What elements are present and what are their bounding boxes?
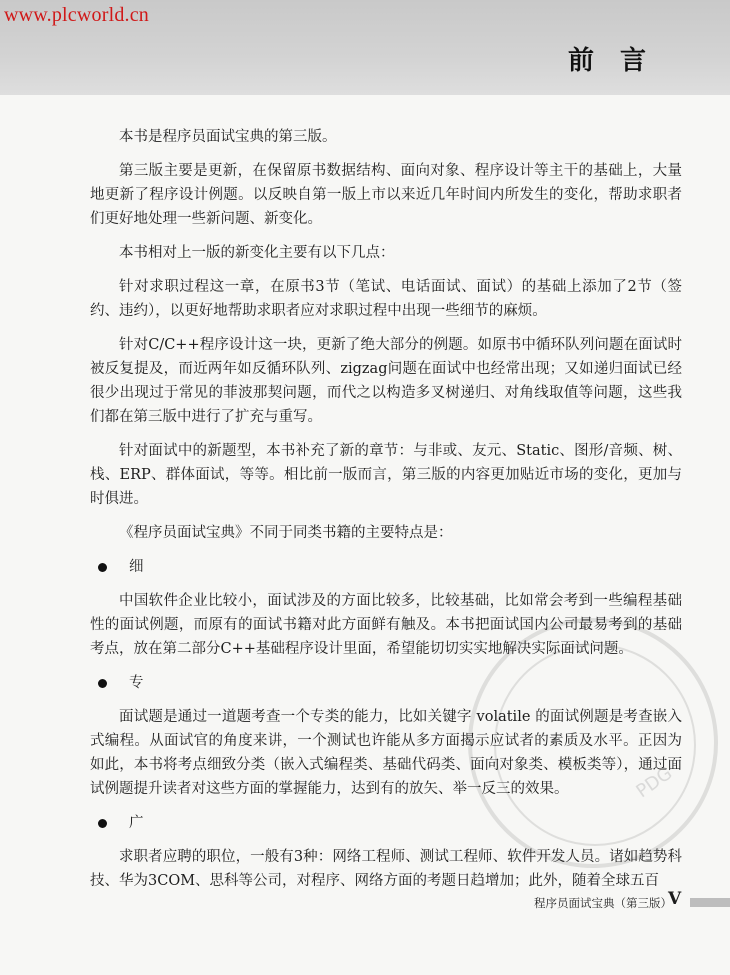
- paragraph: 针对面试中的新题型，本书补充了新的章节：与非或、友元、Static、图形/音频、树、栈、ERP、群体面试，等等。相比前一版而言，第三版的内容更加贴近市场的变化，更加与时俱进。: [90, 443, 682, 507]
- page-title: 前言: [567, 46, 672, 76]
- watermark-url: www.plcworld.cn: [4, 4, 150, 26]
- paragraph: 求职者应聘的职位，一般有3种：网络工程师、测试工程师、软件开发人员。诸如趋势科技、华为3COM、思科等公司，对程序、网络方面的考题日趋增加；此外，随着全球五百: [90, 849, 682, 889]
- bullet-dot-icon: [98, 819, 107, 828]
- bullet-label: 专: [129, 675, 144, 691]
- page-number: V: [668, 889, 682, 909]
- body-text: [90, 125, 682, 903]
- bullet-label: 广: [129, 815, 144, 831]
- bullet-dot-icon: [98, 563, 107, 572]
- watermark-stamp-mark: PDG: [632, 762, 677, 803]
- paragraph: 本书相对上一版的新变化主要有以下几点：: [119, 245, 395, 261]
- paragraph: 本书是程序员面试宝典的第三版。: [119, 129, 337, 145]
- bullet-item: [90, 555, 682, 579]
- page-header: [0, 0, 730, 95]
- paragraph: 面试题是通过一道题考查一个专类的能力，比如关键字 volatile 的面试例题是考查嵌入式编程。从面试官的角度来讲，一个测试也许能从多方面揭示应试者的素质及水平。正因为如此，本书将考点细致分类（嵌入式编程类、基础代码类、面向对象类、模板类等），通过面试例题提升读者对这些方面的掌握能力，达到有的放矢、举一反三的效果。: [90, 709, 682, 797]
- footer-bar: [690, 898, 730, 907]
- paragraph: 针对C/C++程序设计这一块，更新了绝大部分的例题。如原书中循环队列问题在面试时被反复提及，而近两年如反循环队列、zigzag问题在面试中也经常出现；又如递归面试已经很少出现过于常见的菲波那契问题，而代之以构造多叉树递归、对角线取值等问题，这些我们都在第三版中进行了扩充与重写。: [90, 337, 682, 425]
- paragraph: 针对求职过程这一章，在原书3节（笔试、电话面试、面试）的基础上添加了2节（签约、违约），以更好地帮助求职者应对求职过程中出现一些细节的麻烦。: [90, 279, 682, 319]
- bullet-dot-icon: [98, 679, 107, 688]
- paragraph: 第三版主要是更新，在保留原书数据结构、面向对象、程序设计等主干的基础上，大量地更新了程序设计例题。以反映自第一版上市以来近几年时间内所发生的变化，帮助求职者们更好地处理一些新问题、新变化。: [90, 163, 682, 227]
- bullet-item: [90, 671, 682, 695]
- paragraph: 中国软件企业比较小，面试涉及的方面比较多，比较基础，比如常会考到一些编程基础性的面试例题，而原有的面试书籍对此方面鲜有触及。本书把面试国内公司最易考到的基础考点，放在第二部分C++基础程序设计里面，希望能切切实实地解决实际面试问题。: [90, 593, 682, 657]
- paragraph: 《程序员面试宝典》不同于同类书籍的主要特点是：: [119, 525, 453, 541]
- bullet-item: [90, 811, 682, 835]
- bullet-label: 细: [129, 559, 144, 575]
- running-footer: 程序员面试宝典（第三版）: [534, 896, 672, 910]
